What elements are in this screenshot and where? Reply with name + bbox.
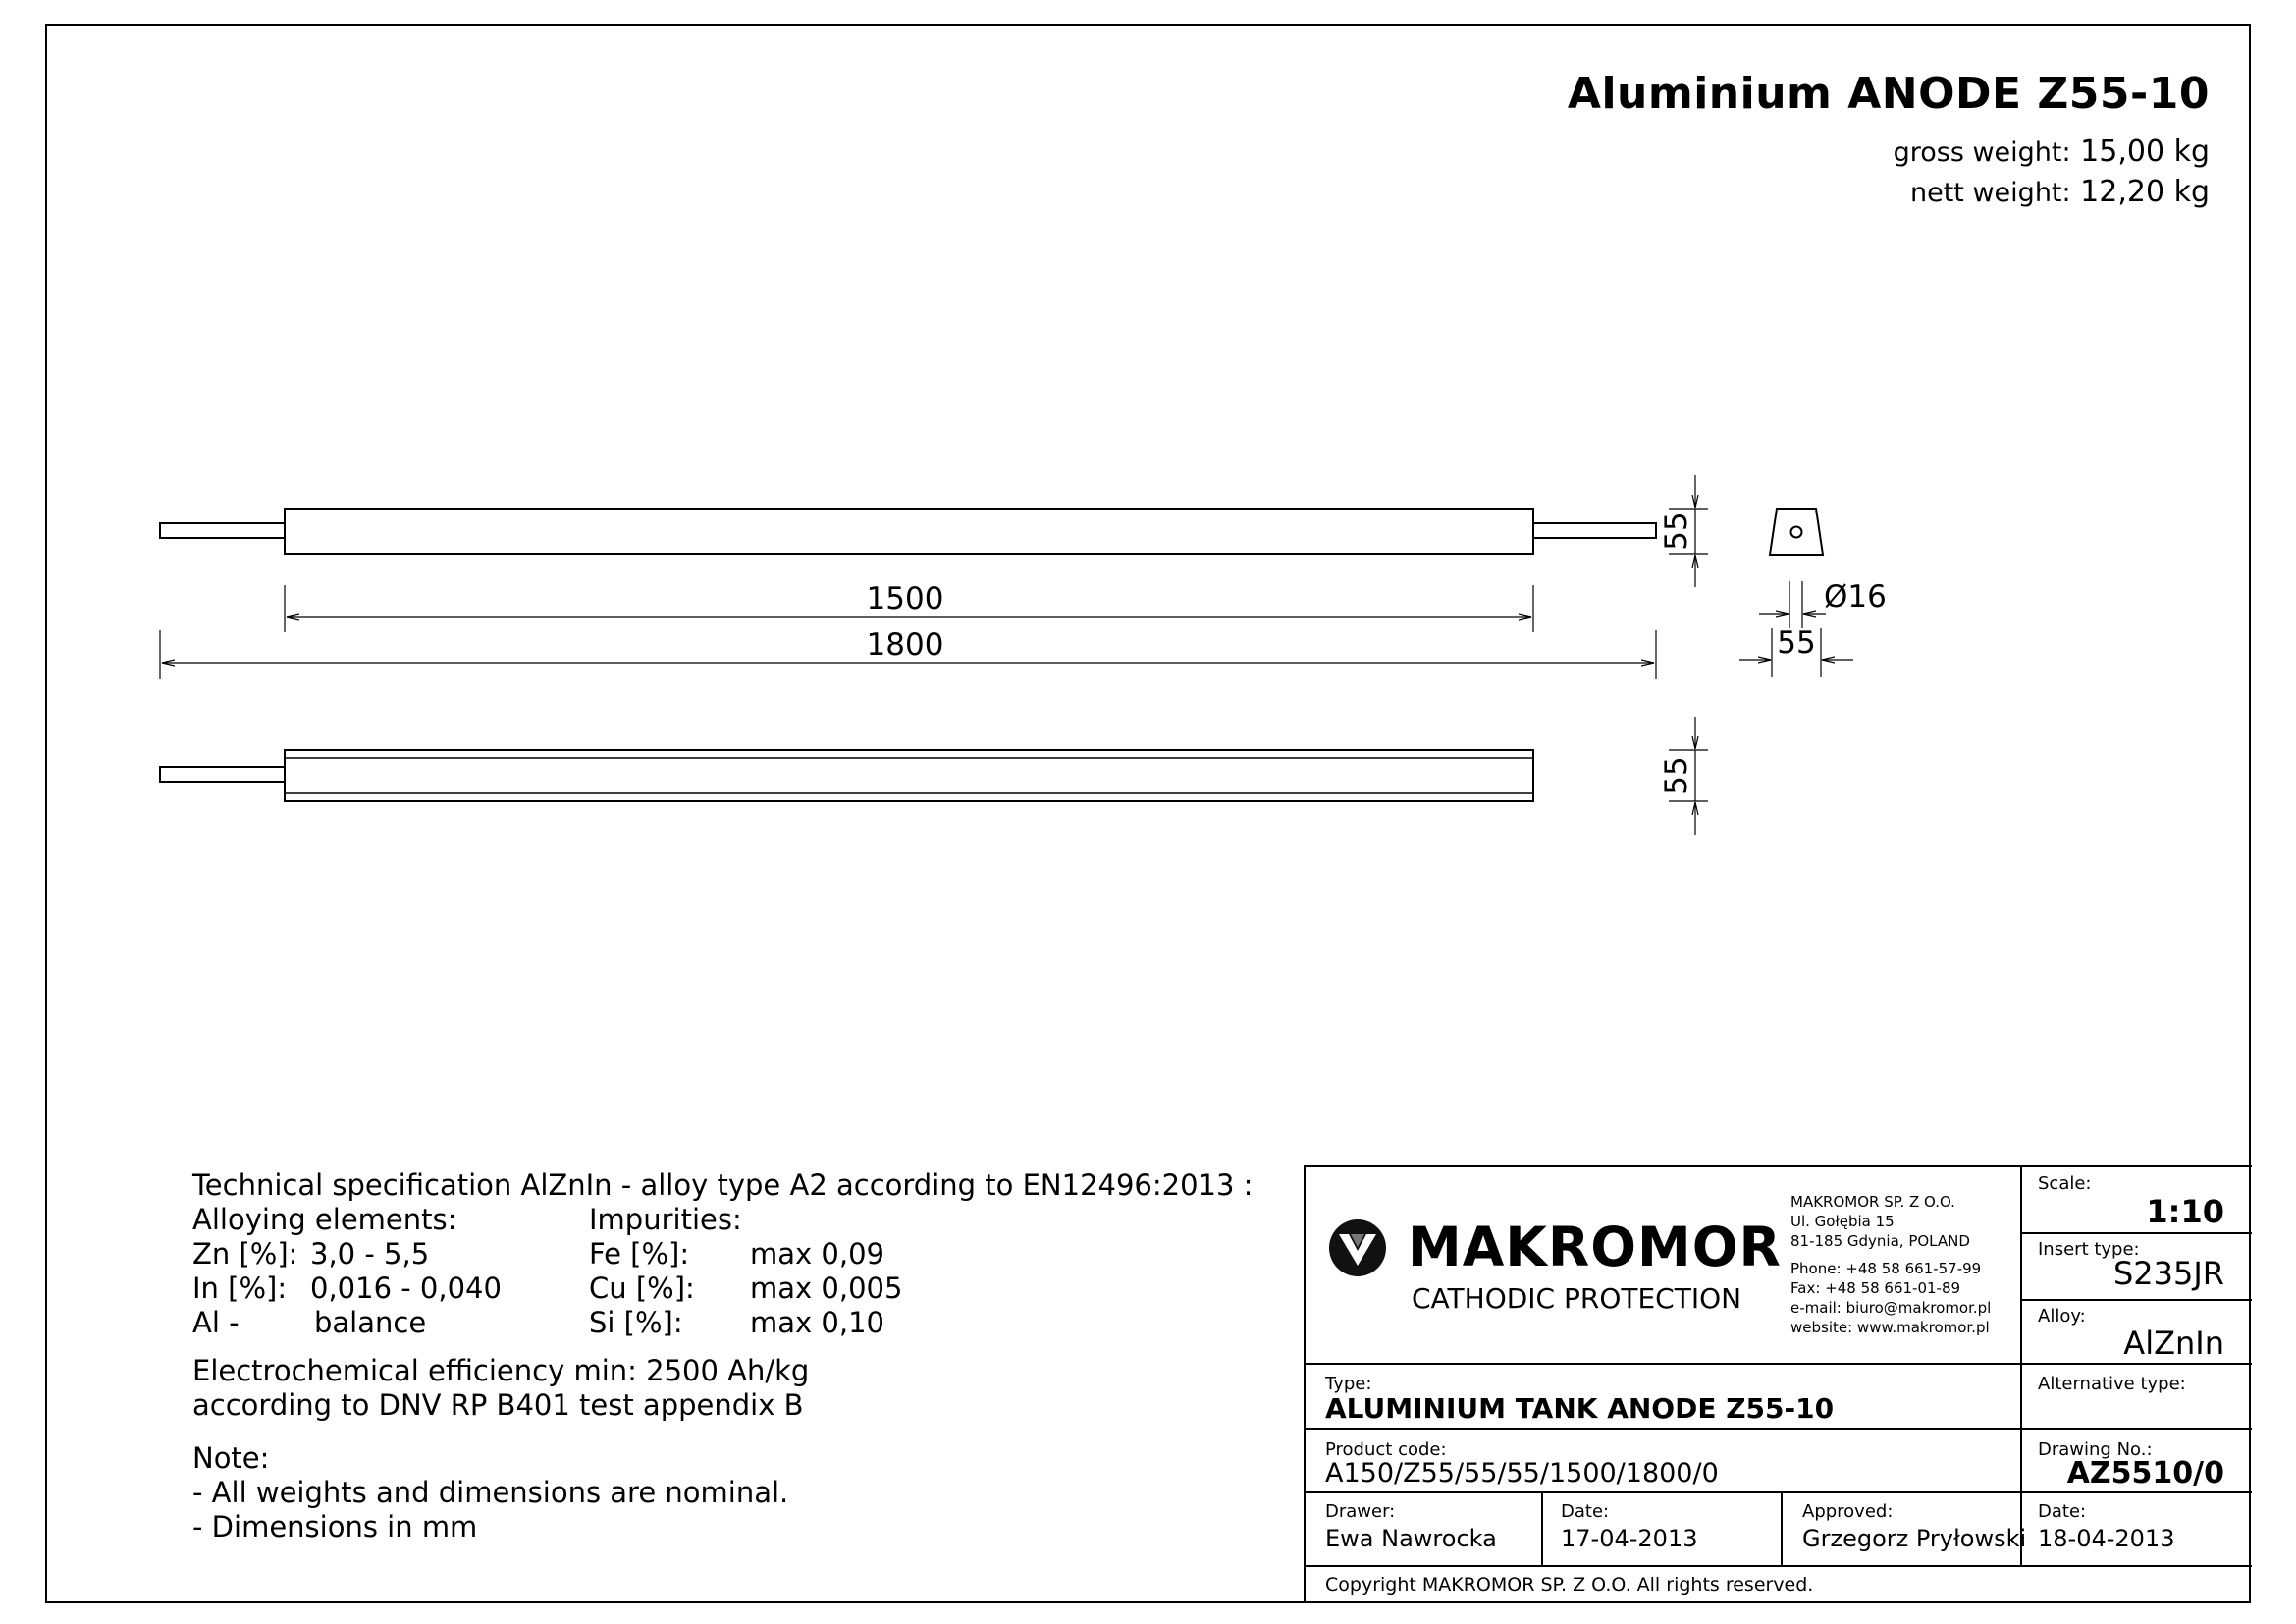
insert-left-top	[160, 523, 285, 538]
drawer-value: Ewa Nawrocka	[1325, 1525, 1497, 1552]
technical-specification	[192, 1168, 1253, 1544]
drawing-title: Aluminium ANODE Z55-10	[1567, 69, 2210, 119]
scale-label: Scale:	[2038, 1173, 2092, 1194]
insert-right-top	[1533, 523, 1656, 538]
copyright-notice: Copyright MAKROMOR SP. Z O.O. All rights reserved.	[1325, 1574, 1814, 1596]
impurity-value: max 0,09	[750, 1237, 884, 1271]
tb-divider	[1306, 1363, 2252, 1365]
gross-weight-value: 15,00 kg	[2080, 135, 2210, 169]
tb-divider	[2020, 1299, 2252, 1301]
efficiency-line-2: according to DNV RP B401 test appendix B	[192, 1388, 804, 1422]
tb-divider	[1306, 1428, 2252, 1430]
alloy-label: Alloy:	[2038, 1306, 2086, 1326]
dim-text-1500: 1500	[866, 581, 944, 617]
scale-value: 1:10	[2146, 1193, 2224, 1230]
type-value: ALUMINIUM TANK ANODE Z55-10	[1325, 1392, 1835, 1425]
impurity-element: Si [%]:	[589, 1306, 683, 1339]
company-fax: Fax: +48 58 661-01-89	[1790, 1279, 1961, 1297]
tb-divider	[1306, 1491, 2252, 1493]
impurity-value: max 0,10	[750, 1306, 884, 1339]
company-name: MAKROMOR SP. Z O.O.	[1790, 1193, 1955, 1211]
alloy-element: Al -	[192, 1306, 240, 1339]
impurity-element: Fe [%]:	[589, 1237, 690, 1271]
alloying-elements-label: Alloying elements:	[192, 1203, 457, 1236]
drawing-number-value: AZ5510/0	[2066, 1456, 2224, 1490]
gross-weight-label: gross weight:	[1893, 137, 2071, 168]
nett-weight-label: nett weight:	[1910, 178, 2071, 208]
company-website: website: www.makromor.pl	[1790, 1319, 1990, 1336]
approval-date-value: 18-04-2013	[2038, 1525, 2175, 1552]
spec-subheadings	[192, 1203, 1253, 1237]
approved-label: Approved:	[1802, 1501, 1894, 1522]
drawer-label: Drawer:	[1325, 1501, 1396, 1522]
impurity-value: max 0,005	[750, 1272, 903, 1305]
alloy-value: AlZnIn	[2123, 1325, 2224, 1362]
tb-divider	[2020, 1232, 2252, 1234]
company-email: e-mail: biuro@makromor.pl	[1790, 1299, 1992, 1317]
impurities-label: Impurities:	[589, 1203, 742, 1236]
anode-body-top	[285, 509, 1533, 554]
tb-divider	[1306, 1565, 2252, 1567]
company-phone: Phone: +48 58 661-57-99	[1790, 1260, 1982, 1277]
type-label: Type:	[1325, 1374, 1372, 1394]
dim-text-diameter-16: Ø16	[1824, 579, 1887, 615]
dim-text-55-top: 55	[1659, 512, 1694, 551]
company-city: 81-185 Gdynia, POLAND	[1790, 1232, 1970, 1250]
makromor-logo-icon	[1327, 1218, 1388, 1278]
nett-weight-value: 12,20 kg	[2080, 175, 2210, 209]
alternative-type-label: Alternative type:	[2038, 1374, 2186, 1394]
date-value: 17-04-2013	[1561, 1525, 1698, 1552]
tb-divider	[1541, 1491, 1543, 1565]
anode-cross-section	[1770, 509, 1823, 555]
impurity-element: Cu [%]:	[589, 1272, 695, 1305]
date-label: Date:	[1561, 1501, 1610, 1522]
alloy-value: balance	[314, 1306, 427, 1339]
alloy-value: 0,016 - 0,040	[310, 1272, 502, 1305]
tb-divider	[1781, 1491, 1783, 1565]
alloy-element: Zn [%]:	[192, 1237, 298, 1271]
alloy-element: In [%]:	[192, 1272, 288, 1305]
spec-row	[192, 1272, 1253, 1306]
brand-subtitle: CATHODIC PROTECTION	[1412, 1282, 1742, 1315]
title-block	[1304, 1165, 2252, 1603]
insert-type-label: Insert type:	[2038, 1239, 2140, 1260]
insert-left-bottom	[160, 767, 285, 782]
dim-text-1800: 1800	[866, 627, 944, 663]
insert-type-value: S235JR	[2112, 1255, 2224, 1292]
efficiency-line-1: Electrochemical efficiency min: 2500 Ah/kg	[192, 1354, 810, 1387]
tb-divider	[2020, 1167, 2022, 1565]
product-code-value: A150/Z55/55/55/1500/1800/0	[1325, 1458, 1719, 1489]
note-item: - Dimensions in mm	[192, 1510, 478, 1543]
spec-heading: Technical specification AlZnIn - alloy type A2 according to EN12496:2013 :	[192, 1168, 1254, 1202]
brand-name: MAKROMOR	[1408, 1216, 1782, 1278]
alloy-value: 3,0 - 5,5	[310, 1237, 430, 1271]
company-street: Ul. Gołębia 15	[1790, 1213, 1895, 1230]
dim-text-55-bottom: 55	[1659, 756, 1694, 795]
note-item: - All weights and dimensions are nominal.	[192, 1476, 789, 1509]
dim-text-55-section: 55	[1777, 625, 1816, 661]
spec-row	[192, 1237, 1253, 1272]
insert-hole	[1791, 527, 1802, 538]
note-heading: Note:	[192, 1441, 270, 1475]
product-code-label: Product code:	[1325, 1439, 1447, 1460]
approval-date-label: Date:	[2038, 1501, 2087, 1522]
spec-row	[192, 1306, 1253, 1340]
company-address	[1790, 1192, 1991, 1337]
drawing-number-label: Drawing No.:	[2038, 1439, 2153, 1460]
approved-value: Grzegorz Pryłowski	[1802, 1525, 2027, 1552]
